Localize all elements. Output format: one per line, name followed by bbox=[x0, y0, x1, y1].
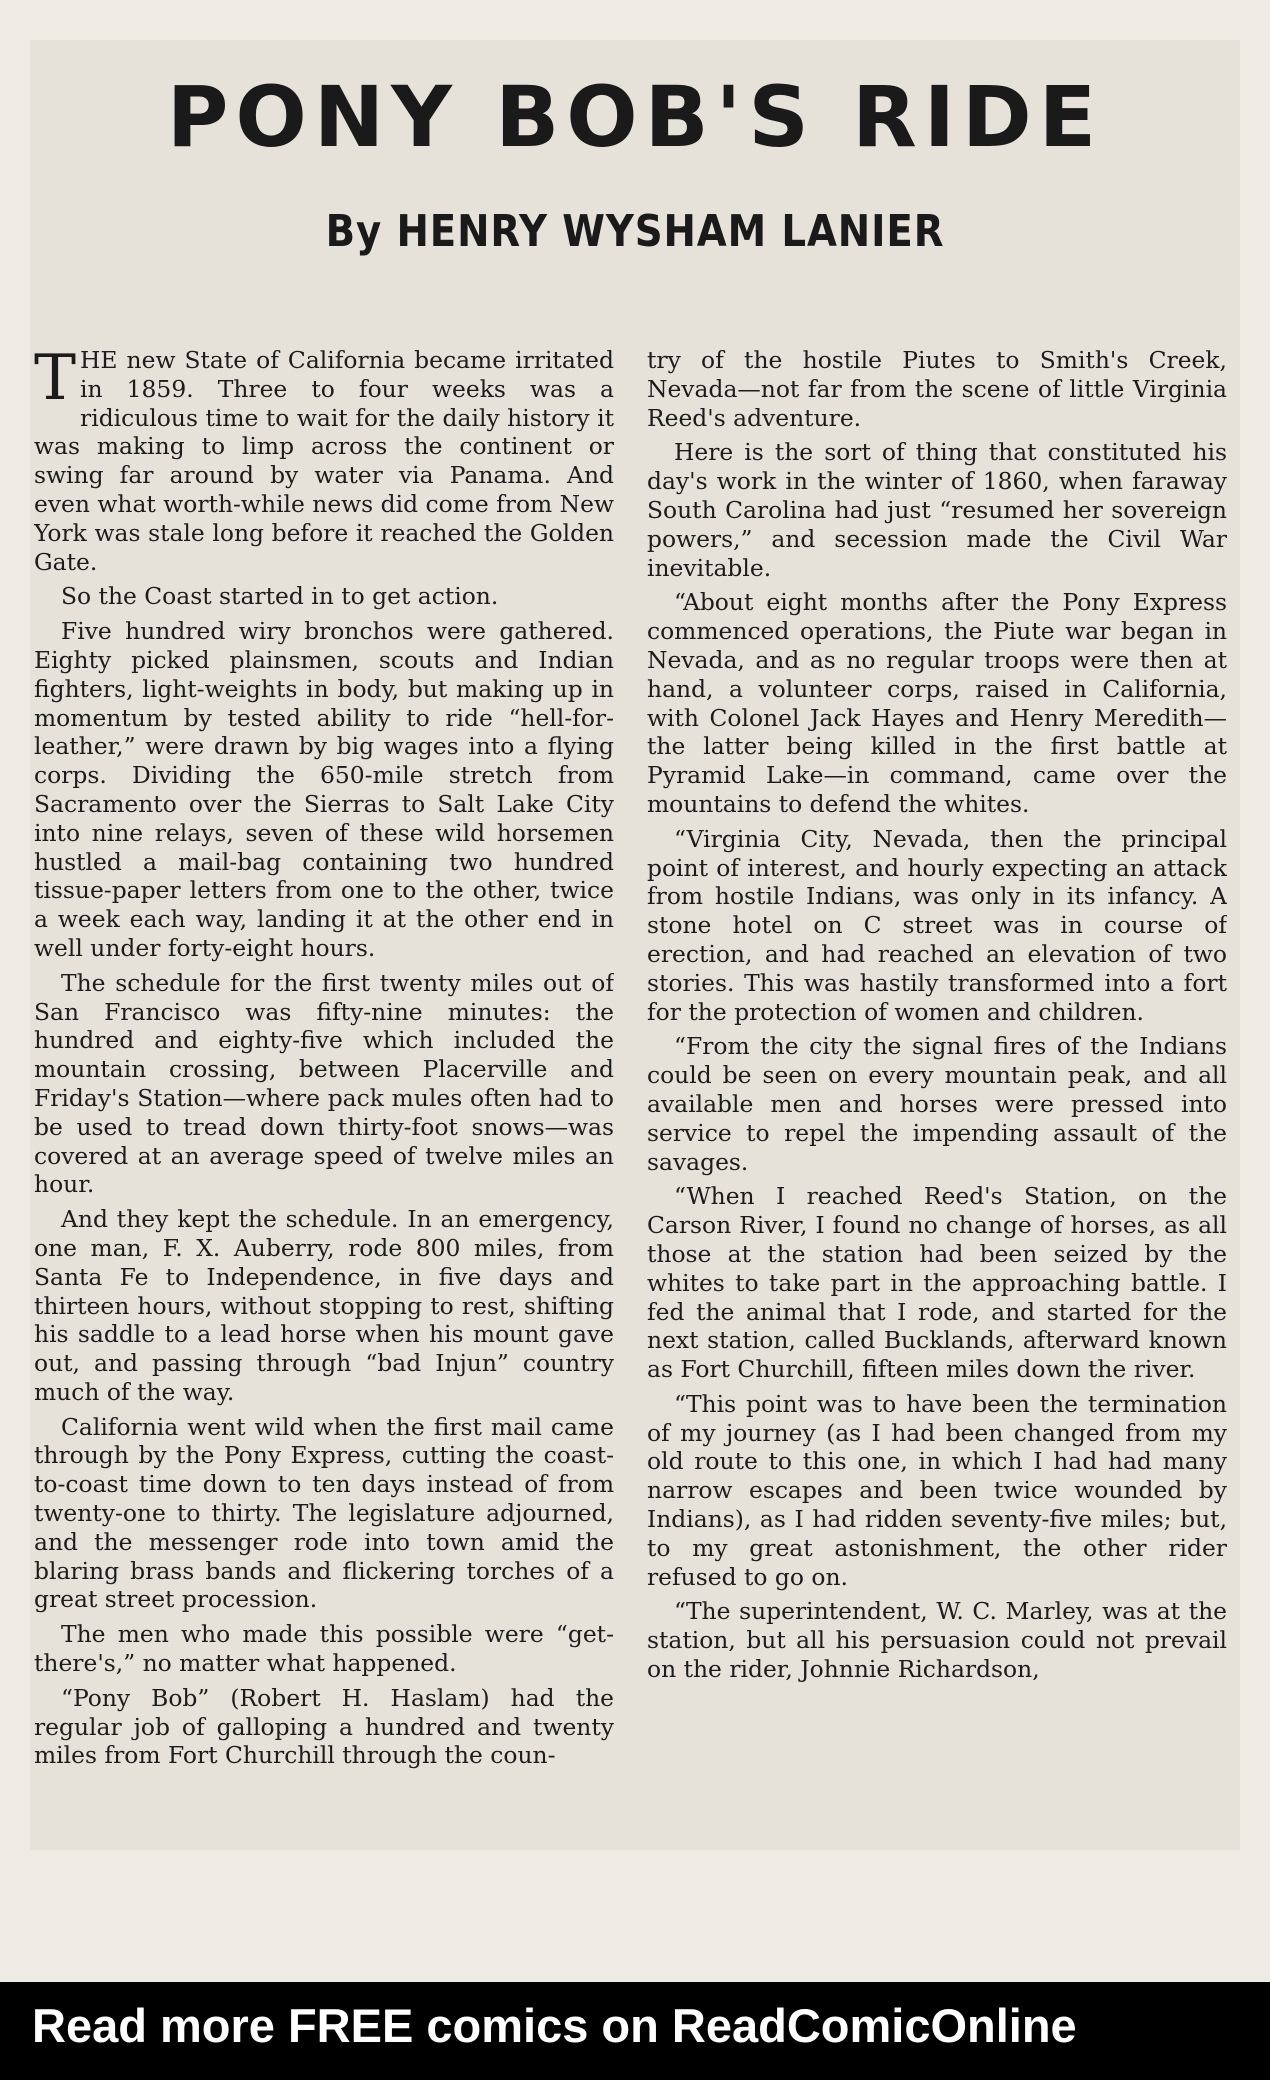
paragraph: The men who made this possible were “get-there's,” no matter what happened. bbox=[34, 1620, 614, 1678]
paragraph: “This point was to have been the termination of my journey (as I had been changed from my old route to this one, in which I had had many narrow escapes and been twice wounded by Indians), as I had ridden seventy-five miles; but, to my great astonishment, the other rider refused to go on. bbox=[647, 1389, 1227, 1591]
paragraph: “Pony Bob” (Robert H. Haslam) had the regular job of galloping a hundred and twenty miles from Fort Churchill through the coun- bbox=[34, 1683, 614, 1770]
paragraph: “The superintendent, W. C. Marley, was at the station, but all his persuasion could not prevail on the rider, Johnnie Richardson, bbox=[647, 1597, 1227, 1684]
paragraph: “When I reached Reed's Station, on the Carson River, I found no change of horses, as all those at the station had been seized by the whites to take part in the approaching battle. I fed the animal that I rode, and started for the next station, called Bucklands, afterward known as Fort Churchill, fifteen miles down the river. bbox=[647, 1182, 1227, 1384]
drop-cap: T bbox=[34, 346, 77, 414]
paragraph: The schedule for the first twenty miles out of San Francisco was fifty-nine minutes: the hundred and eighty-five which included the mountain crossing, between Placerville and Friday's Station—where pack mules often had to be used to tread down thirty-foot snows—was covered at an average speed of twelve miles an hour. bbox=[34, 968, 614, 1199]
paragraph: “Virginia City, Nevada, then the principal point of interest, and hourly expecting an attack from hostile Indians, was only in its infancy. A stone hotel on C street was in course of erection, and had reached an elevation of two stories. This was hastily transformed into a fort for the protection of women and children. bbox=[647, 824, 1227, 1026]
article-byline: By HENRY WYSHAM LANIER bbox=[325, 206, 945, 257]
promo-banner[interactable] bbox=[0, 1982, 1270, 2080]
right-column bbox=[647, 346, 1227, 1801]
paragraph: Five hundred wiry bronchos were gathered. Eighty picked plainsmen, scouts and Indian fighters, light-weights in body, but making up in momentum by tested ability to ride “hell-for-leather,” were drawn by big wages into a flying corps. Dividing the 650-mile stretch from Sacramento over the Sierras to Salt Lake City into nine relays, seven of these wild horsemen hustled a mail-bag containing two hundred tissue-paper letters from one to the other, twice a week each way, landing it at the other end in well under forty-eight hours. bbox=[34, 617, 614, 962]
paragraph: “From the city the signal fires of the Indians could be seen on every mountain peak, and all available men and horses were pressed into service to repel the impending assault of the savages. bbox=[647, 1032, 1227, 1176]
paragraph: California went wild when the first mail came through by the Pony Express, cutting the coast-to-coast time down to ten days instead of from twenty-one to thirty. The legislature adjourned, and the messenger rode into town amid the blaring brass bands and flickering torches of a great street procession. bbox=[34, 1412, 614, 1614]
promo-banner-text[interactable]: Read more FREE comics on ReadComicOnline bbox=[32, 1999, 1077, 2052]
paragraph: So the Coast started in to get action. bbox=[61, 582, 499, 611]
paragraph: Here is the sort of thing that constituted his day's work in the winter of 1860, when faraway South Carolina had just “resumed her sovereign powers,” and secession made the Civil War inevitable. bbox=[647, 438, 1227, 582]
left-column bbox=[34, 346, 614, 1801]
paragraph: “About eight months after the Pony Express commenced operations, the Piute war began in Nevada, and as no regular troops were then at hand, a volunteer corps, raised in California, with Colonel Jack Hayes and Henry Meredith—the latter being killed in the first battle at Pyramid Lake—in command, came over the mountains to defend the whites. bbox=[647, 588, 1227, 818]
paragraph bbox=[34, 346, 614, 576]
paragraph-text: HE new State of California became irritated in 1859. Three to four weeks was a ridiculous time to wait for the daily history it was making to limp across the continent or swing far around by water via Panama. And even what worth-while news did come from New York was stale long before it reached the Golden Gate. bbox=[34, 346, 614, 576]
paragraph: try of the hostile Piutes to Smith's Creek, Nevada—not far from the scene of little Virginia Reed's adventure. bbox=[647, 346, 1227, 432]
article-title: PONY BOB'S RIDE bbox=[166, 68, 1104, 166]
paragraph: And they kept the schedule. In an emergency, one man, F. X. Auberry, rode 800 miles, from Santa Fe to Independence, in five days and thirteen hours, without stopping to rest, shifting his saddle to a lead horse when his mount gave out, and passing through “bad Injun” country much of the way. bbox=[34, 1205, 614, 1406]
